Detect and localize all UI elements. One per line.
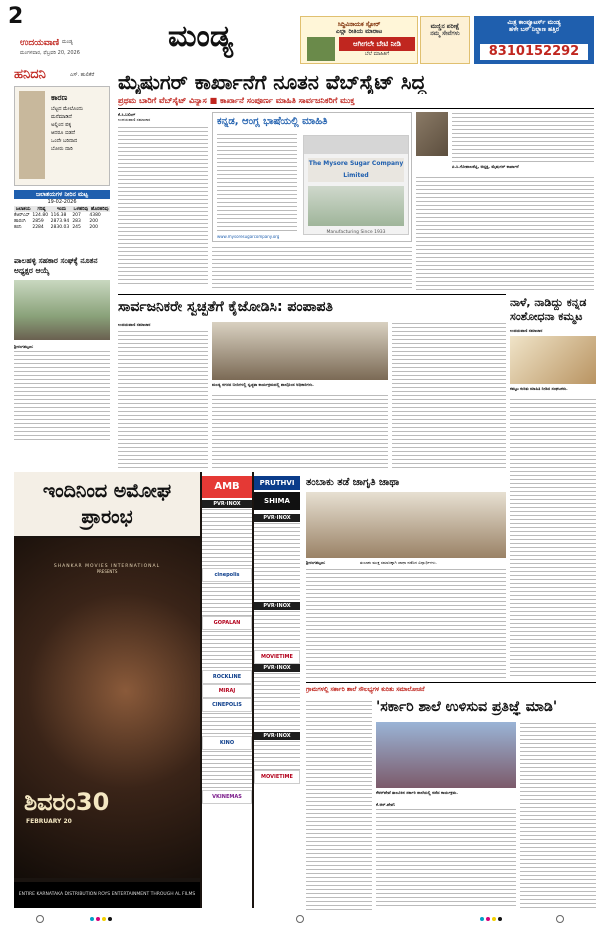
story2-body [212,394,388,468]
story5-photo [376,722,516,788]
registration-mark [296,915,304,923]
story5-body-3 [520,722,596,908]
story2-col: ಉದಯವಾಣಿ ಸಮಾಚಾರ [118,322,208,472]
page-number: 2 [8,4,24,29]
theatre-list-1: AMB PVR·INOX cinepolis GOPALAN ROCKLINE MIRAJ CINEPOLIS KINO VKINEMAS [202,472,252,908]
story5-headline: 'ಸರ್ಕಾರಿ ಶಾಲೆ ಉಳಿಸುವ ಪ್ರತಿಜ್ಞೆ ಮಾಡಿ' [376,699,558,715]
lead-headline: ಮೈಷುಗರ್ ಕಾರ್ಖಾನೆಗೆ ನೂತನ ವೆಬ್‌ಸೈಟ್ ಸಿದ್ಧ [118,70,427,94]
story-photo [14,280,110,340]
story2-body-2 [392,322,506,468]
ad-soil: ಮಣ್ಣಿನ ಪರೀಕ್ಷೆ ನಮ್ಮ ಸೇವೆಗಳು [420,16,470,64]
poem-box [14,86,110,186]
column-author: ಎಸ್. ಹುಲಿಕೆರೆ [70,72,95,78]
story-body [14,350,110,440]
lead-infobox: ಕನ್ನಡ, ಆಂಗ್ಲ ಭಾಷೆಯಲ್ಲಿ ಮಾಹಿತಿ The Mysore Sugar Company Limited Manufacturing Since 1933 www.mysoresugarcompany.org [212,112,412,242]
story2-photo [212,322,388,380]
story3-headline: ನಾಳೆ, ನಾಡಿದ್ದು ಕನ್ನಡ ಸಂಶೋಧನಾ ಕಮ್ಮಟ [510,296,587,323]
table-row: ಕೆಆರ್‌ಎಸ್ 124.80 116.38 207 4380 [14,212,101,218]
brand-logo: ಉದಯವಾಣಿ [20,38,60,48]
quote-portrait [416,112,448,156]
column-title: ಹನಿದನಿ [14,67,46,82]
movie-ad: ಇಂದಿನಿಂದ ಅಮೋಘ ಪ್ರಾರಂಭ SHANKAR MOVIES INTERNATIONAL PRESENTS ಶಿವರಂ30 FEBRUARY 20 ENTIRE KARNATAKA DISTRIBUTION ROYS ENTERTAINMENT THROUGH AL FILMS AMB PVR·INOX cinepolis GOPALAN ROCKLINE MIRAJ CINEPOLIS KINO VKINEMAS PRUTHVI SHIMA PVR·INOX PVR·INOX MOVIETIME PVR·INOX PVR·INOX MOVIETIME [14,472,300,908]
poem-body: ಬೆಟ್ಟದ ಮೇಲೊಂದು ಮನೆಮಾಡಿದೆ ಅಲ್ಲಿಂದ ಪಕ್ಕ ಆದರೂ ಬಿಡದೆ ಒಂದೇ ಬರಿದಾದ ಬೋರು ದಾರಿ [51,106,84,152]
movie-ad-banner: ಇಂದಿನಿಂದ ಅಮೋಘ ಪ್ರಾರಂಭ [14,472,200,536]
divider [306,682,596,683]
section-title: ಮಂಡ್ಯ [168,19,234,54]
ad-store-image [307,37,335,61]
story-headline: ಪಾಲಹಳ್ಳಿ ಸಹಕಾರ ಸಂಘಕ್ಕೆ ನೂತನ ಅಧ್ಯಕ್ಷರ ಆಯ್ಕೆ [14,256,98,275]
ad-computers: ಮಿತ್ರ ಕಾಂಪ್ಯೂಟರ್ಸ್ ಮಂಡ್ಯ ಹಳೇ ಬಸ್ ನಿಲ್ದಾಣ ಹತ್ತಿರ 8310152292 [474,16,594,64]
divider [118,294,506,295]
story3-photo [510,336,596,384]
ad-store: ಸಿದ್ಧಿವಿನಾಯಕ ಸ್ಟೋರ್ ಎಲ್ಲಾ ರೀತಿಯ ಮಾರಾಟ ಆಗೀಗಲೇ ಬೇಟಿ ನೀಡಿ ಬೆಲೆ ಮಾಹಿತಿಗೆ [300,16,418,64]
story4-photo [306,492,506,558]
theatre-list-2: PRUTHVI SHIMA PVR·INOX PVR·INOX MOVIETIME PVR·INOX PVR·INOX MOVIETIME [254,472,300,908]
story2-headline: ಸಾರ್ವಜನಿಕರೇ ಸ್ವಚ್ಛತೆಗೆ ಕೈಜೋಡಿಸಿ: ಪಂಪಾಪತಿ [118,299,333,315]
story5-body-2 [376,808,516,908]
story4-body [306,568,506,678]
story5-kicker: ಗ್ರಾಮಗಳಲ್ಲಿ ಸರ್ಕಾರಿ ಶಾಲೆ ಸೌಲಭ್ಯಗಳ ಕುರಿತು ಸಮಾಲೋಚನೆ [306,686,425,693]
movie-poster: SHANKAR MOVIES INTERNATIONAL PRESENTS ಶಿವರಂ30 FEBRUARY 20 [14,538,200,878]
table-row: ಹಾರಂಗಿ 2859 2873.94 283 200 [14,218,98,224]
table-row: ಕಬಿನಿ 2284 2830.03 245 200 [14,224,98,230]
lead-col-right [416,176,594,290]
ad-phone: 8310152292 [480,44,588,60]
website-screenshot: The Mysore Sugar Company Limited Manufacturing Since 1933 [303,135,409,235]
story3-body [510,398,596,678]
brand-edition: ಮಂಡ್ಯ [62,39,73,45]
poem-image [19,91,45,179]
lead-col-1: ಕೆ.ಸಿ.ಬಲಿಂಗ್ ಉದಯವಾಣಿ ಸಮಾಚಾರ [118,112,208,290]
lead-subheadline: ಪ್ರಥಮ ಬಾರಿಗೆ ವೆಬ್‌ಸೈಟ್ ವಿನ್ಯಾಸ ■ ಕಾರ್ಖಾನೆ ಸಂಪೂರ್ಣ ಮಾಹಿತಿ ಸಾರ್ವಜನಿಕರಿಗೆ ಮುಕ್ತ [118,96,355,105]
movie-title: ಶಿವರಂ30 [24,788,110,816]
kicker-title: ಕನ್ನಡ, ಆಂಗ್ಲ ಭಾಷೆಯಲ್ಲಿ ಮಾಹಿತಿ [217,116,328,127]
reservoir-table: ಜಲಾಶಯಗಳ ನೀರಿನ ಮಟ್ಟ 19-02-2026 ಜಲಾಶಯ ಗರಿಷ್ಠ ಇಂದು ಒಳಹರಿವು ಹೊರಹರಿವು ಕೆಆರ್‌ಎಸ್ 124.80 116.38 207 4380 ಹಾರಂಗಿ 2859 2873.94 283 200 ಕಬಿನಿ 2284 2830.03 245 200 [14,191,109,230]
print-registration-strip [0,912,600,928]
masthead [0,0,600,64]
lead-quote: ಪಿ.ಸಿ.ಗೋಪಾಲಶೆಟ್ಟಿ, ಅಧ್ಯಕ್ಷ, ಮೈಷುಗರ್ ಕಾರ್ಖಾನೆ [416,112,594,172]
story5-body-1 [306,700,372,910]
left-column: ಹನಿದನಿ ಎಸ್. ಹುಲಿಕೆರೆ ಕಾರಣ ಬೆಟ್ಟದ ಮೇಲೊಂದು ಮನೆಮಾಡಿದೆ ಅಲ್ಲಿಂದ ಪಕ್ಕ ಆದರೂ ಬಿಡದೆ ಒಂದೇ ಬರಿದಾದ ಬೋರು ದಾರಿ ಜಲಾಶಯಗಳ ನೀರಿನ ಮಟ್ಟ 19-02-2026 ಜಲಾಶಯ ಗರಿಷ್ಠ ಇಂದು ಒಳಹರಿವು ಹೊರಹರಿವು ಕೆಆರ್‌ಎಸ್ 124.80 116.38 207 4380 ಹಾರಂಗಿ 2859 2873.94 283 200 ಕಬಿನಿ 2284 2830.03 245 200 ಪಾಲಹಳ್ಳಿ ಸಹಕಾರ ಸಂಘಕ್ಕೆ ನೂತನ ಅಧ್ಯಕ್ಷರ ಆಯ್ಕೆ ಶ್ರೀರಂಗಪಟ್ಟಣ: [14,68,110,468]
divider [118,108,594,109]
registration-mark [36,915,44,923]
registration-mark [556,915,564,923]
lead-col-mid [212,246,412,290]
story4-headline: ತಂಬಾಕು ತಡೆ ಜಾಗೃತಿ ಜಾಥಾ [306,477,400,488]
issue-date: ಮಂಗಳವಾರ, ಫೆಬ್ರವರಿ 20, 2026 [20,50,80,56]
poem-title: ಕಾರಣ [51,93,68,102]
